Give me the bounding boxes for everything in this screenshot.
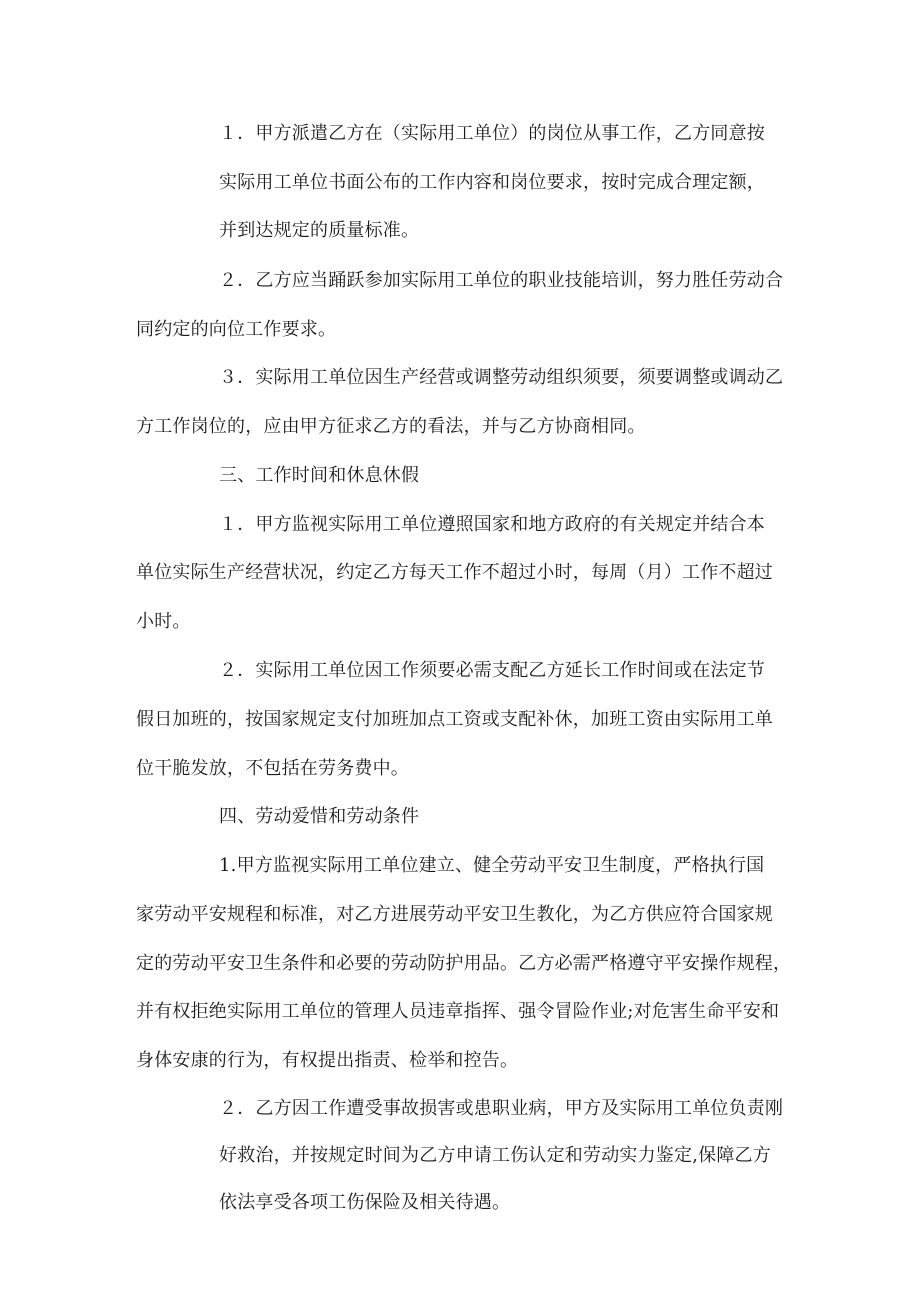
text-line: 假日加班的，按国家规定支付加班加点工资或支配补休，加班工资由实际用工单 [136, 709, 773, 730]
text-line: ３．实际用工单位因生产经营或调整劳动组织须要，须要调整或调动乙 [219, 367, 784, 388]
text-line: 位干脆发放，不包括在劳务费中。 [136, 758, 409, 779]
text-line: 好救治，并按规定时间为乙方申请工伤认定和劳动实力鉴定,保障乙方 [219, 1145, 771, 1166]
text-line: 家劳动平安规程和标准，对乙方进展劳动平安卫生教化，为乙方供应符合国家规 [136, 904, 773, 925]
text-line: 同约定的向位工作要求。 [136, 319, 337, 340]
text-line: 并到达规定的质量标准。 [219, 220, 420, 241]
text-line: 小时。 [136, 611, 191, 632]
text-line: 实际用工单位书面公布的工作内容和岗位要求，按时完成合理定额， [219, 172, 765, 193]
text-line: 并有权拒绝实际用工单位的管理人员违章指挥、强令冒险作业;对危害生命平安和 [136, 1001, 780, 1022]
text-line: １．甲方监视实际用工单位遵照国家和地方政府的有关规定并结合本 [219, 514, 765, 535]
text-line: ２．乙方应当踊跃参加实际用工单位的职业技能培训，努力胜任劳动合 [219, 270, 784, 291]
text-line: 依法享受各项工伤保险及相关待遇。 [219, 1192, 511, 1213]
text-line: 方工作岗位的，应由甲方征求乙方的看法，并与乙方协商相同。 [136, 416, 646, 437]
text-line: 1.甲方监视实际用工单位建立、健全劳动平安卫生制度，严格执行国 [219, 855, 765, 876]
section-heading: 三、工作时间和休息休假 [219, 465, 420, 486]
text-line: 身体安康的行为，有权提出指责、检举和控告。 [136, 1050, 519, 1071]
text-line: １．甲方派遣乙方在（实际用工单位）的岗位从事工作，乙方同意按 [219, 123, 765, 144]
text-line: ２．实际用工单位因工作须要必需支配乙方延长工作时间或在法定节 [219, 660, 765, 681]
section-heading: 四、劳动爱惜和劳动条件 [219, 806, 420, 827]
text-line: 单位实际生产经营状况，约定乙方每天工作不超过小时，每周（月）工作不超过 [136, 562, 773, 583]
text-line: 定的劳动平安卫生条件和必要的劳动防护用品。乙方必需严格遵守平安操作规程， [136, 953, 792, 974]
text-line: ２．乙方因工作遭受事故损害或患职业病，甲方及实际用工单位负责刚 [219, 1098, 784, 1119]
